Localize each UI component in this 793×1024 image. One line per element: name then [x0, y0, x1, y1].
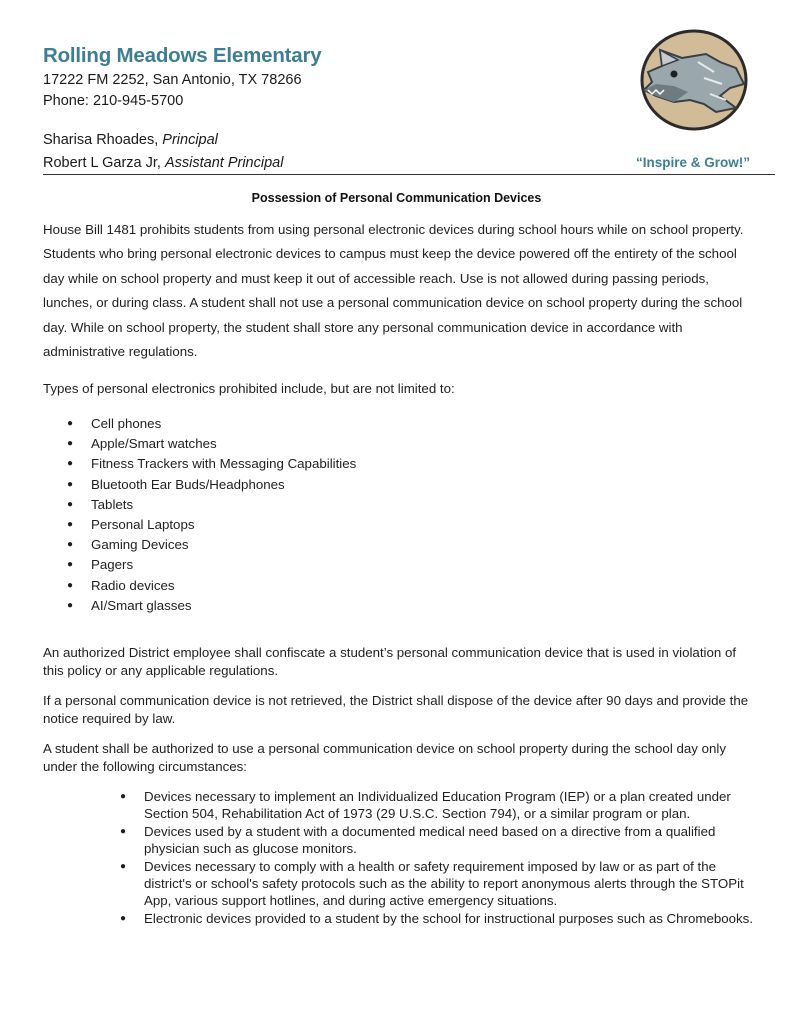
types-intro: Types of personal electronics prohibited include, but are not limited to: [43, 381, 455, 396]
confiscate-paragraph: An authorized District employee shall confiscate a student’s personal communication device that is used in violation of this policy or any applicable regulations. [43, 645, 737, 678]
assistant-principal-line [43, 155, 283, 171]
header-divider [43, 174, 775, 175]
school-motto: “Inspire & Grow!” [635, 155, 750, 170]
authorized-circumstances-list [118, 788, 758, 927]
list-item: ● Personal Laptops [43, 515, 356, 535]
list-item: ● Bluetooth Ear Buds/Headphones [43, 475, 356, 495]
assistant-principal-name: Robert L Garza Jr, [43, 155, 165, 171]
list-item: ● Tablets [43, 495, 356, 515]
principal-title: Principal [162, 132, 218, 148]
list-item: ● AI/Smart glasses [43, 596, 356, 616]
list-item: ● Radio devices [43, 576, 356, 596]
school-phone: Phone: 210-945-5700 [43, 93, 184, 109]
list-item: ● Cell phones [43, 414, 356, 434]
principal-line [43, 132, 218, 148]
list-item: ● Gaming Devices [43, 535, 356, 555]
list-item: ● Devices used by a student with a documented medical need based on a directive from a qualified physician such as glucose monitors. [118, 823, 758, 858]
assistant-principal-title: Assistant Principal [164, 155, 284, 171]
intro-paragraph: House Bill 1481 prohibits students from using personal electronic devices during school hours while on school property. Students who bring personal electronic devices to campus must keep the device powered off the entirety of the school day while on school property and must keep it out of accessible reach. Use is not allowed during passing periods, lunches, or during class. A student shall not use a personal communication device on school property during the school day. While on school property, the student shall store any personal communication device in accordance with administrative regulations. [43, 222, 744, 360]
list-item: ● Apple/Smart watches [43, 434, 356, 454]
prohibited-items-list [43, 414, 356, 616]
wolf-mascot-icon [638, 28, 750, 132]
dispose-paragraph: If a personal communication device is not retrieved, the District shall dispose of the device after 90 days and provide the notice required by law. [43, 693, 749, 726]
school-address: 17222 FM 2252, San Antonio, TX 78266 [43, 72, 302, 88]
authorized-intro: A student shall be authorized to use a personal communication device on school property during the school day only under the following circumstances: [43, 741, 726, 774]
list-item: ● Devices necessary to implement an Individualized Education Program (IEP) or a plan created under Section 504, Rehabilitation Act of 1973 (29 U.S.C. Section 794), or a similar program or plan. [118, 788, 758, 823]
wolf-eye [671, 71, 678, 78]
principal-name: Sharisa Rhoades, [43, 132, 163, 148]
list-item: ● Electronic devices provided to a student by the school for instructional purposes such as Chromebooks. [118, 910, 758, 927]
list-item: ● Pagers [43, 555, 356, 575]
list-item: ● Devices necessary to comply with a health or safety requirement imposed by law or as part of the district's or school's safety protocols such as the ability to report anonymous alerts through the STOPit App, various support hotlines, and during active emergency situations. [118, 858, 758, 910]
document-title: Possession of Personal Communication Devices [251, 191, 542, 205]
list-item: ● Fitness Trackers with Messaging Capabilities [43, 454, 356, 474]
school-name: Rolling Meadows Elementary [43, 44, 322, 67]
